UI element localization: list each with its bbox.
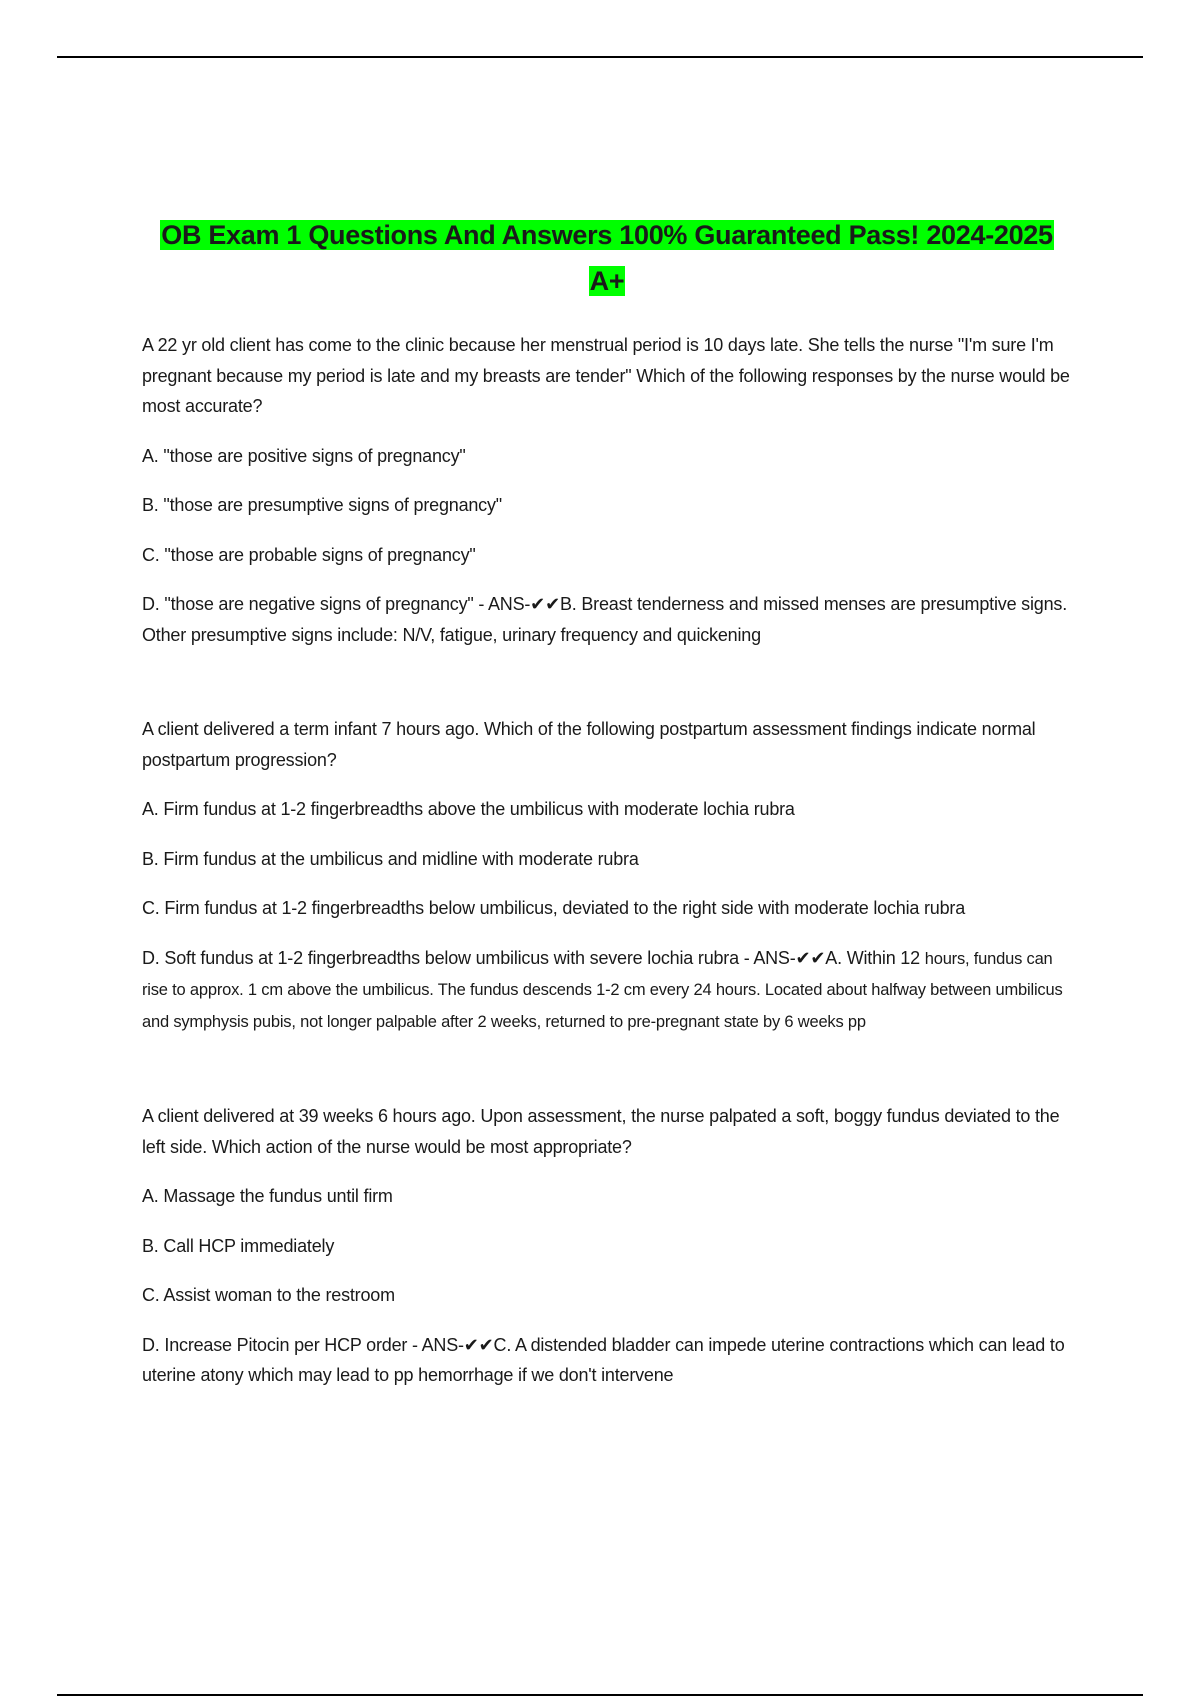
- answer-option: C. Assist woman to the restroom: [142, 1285, 395, 1305]
- question-stem: A client delivered at 39 weeks 6 hours ago. Upon assessment, the nurse palpated a soft, boggy fundus deviated to the left side. Which action of the nurse would be most appropriate?: [142, 1106, 1060, 1157]
- question-stem: A client delivered a term infant 7 hours ago. Which of the following postpartum assessment findings indicate normal postpartum progression?: [142, 719, 1036, 770]
- question-2: [142, 714, 1072, 1037]
- top-rule: [57, 56, 1143, 58]
- document-title: [142, 212, 1072, 304]
- title-line-2: A+: [589, 266, 625, 296]
- answer-option: A. Firm fundus at 1-2 fingerbreadths above the umbilicus with moderate lochia rubra: [142, 799, 795, 819]
- answer-explanation: hours, fundus can rise to approx. 1 cm above the umbilicus. The fundus descends 1-2 cm every 24 hours. Located about halfway between umbilicus and symphysis pubis, not longer palpable after 2 weeks, returned to pre-pregnant state by 6 weeks pp: [142, 949, 1063, 1031]
- answer-option: B. Call HCP immediately: [142, 1235, 335, 1256]
- answer-option: A. "those are positive signs of pregnancy": [142, 445, 466, 466]
- answer-option: A. Massage the fundus until firm: [142, 1186, 393, 1206]
- question-stem: A 22 yr old client has come to the clinic because her menstrual period is 10 days late. She tells the nurse "I'm sure I'm pregnant because my period is late and my breasts are tender" Which of the following responses by the nurse would be most accurate?: [142, 335, 1070, 416]
- answer-option-with-explanation: D. "those are negative signs of pregnancy" - ANS-✔✔B. Breast tenderness and missed menses are presumptive signs. Other presumptive signs include: N/V, fatigue, urinary frequency and quickening: [142, 594, 1067, 645]
- answer-option-with-explanation: D. Increase Pitocin per HCP order - ANS-✔✔C. A distended bladder can impede uterine contractions which can lead to uterine atony which may lead to pp hemorrhage if we don't intervene: [142, 1334, 1065, 1385]
- question-1: [142, 330, 1072, 650]
- answer-option: C. Firm fundus at 1-2 fingerbreadths below umbilicus, deviated to the right side with moderate lochia rubra: [142, 898, 966, 918]
- title-line-1: OB Exam 1 Questions And Answers 100% Guaranteed Pass! 2024-2025: [161, 220, 1053, 250]
- answer-option-text: D. Soft fundus at 1-2 fingerbreadths below umbilicus with severe lochia rubra - ANS-✔✔A. Within 12: [142, 947, 920, 968]
- question-3: [142, 1101, 1072, 1391]
- document-body: [142, 212, 1072, 1391]
- answer-option: C. "those are probable signs of pregnancy": [142, 544, 476, 565]
- answer-option: B. Firm fundus at the umbilicus and midline with moderate rubra: [142, 848, 639, 869]
- answer-option: B. "those are presumptive signs of pregnancy": [142, 495, 502, 515]
- answer-option-with-explanation: [142, 943, 1072, 1038]
- bottom-rule: [57, 1694, 1143, 1696]
